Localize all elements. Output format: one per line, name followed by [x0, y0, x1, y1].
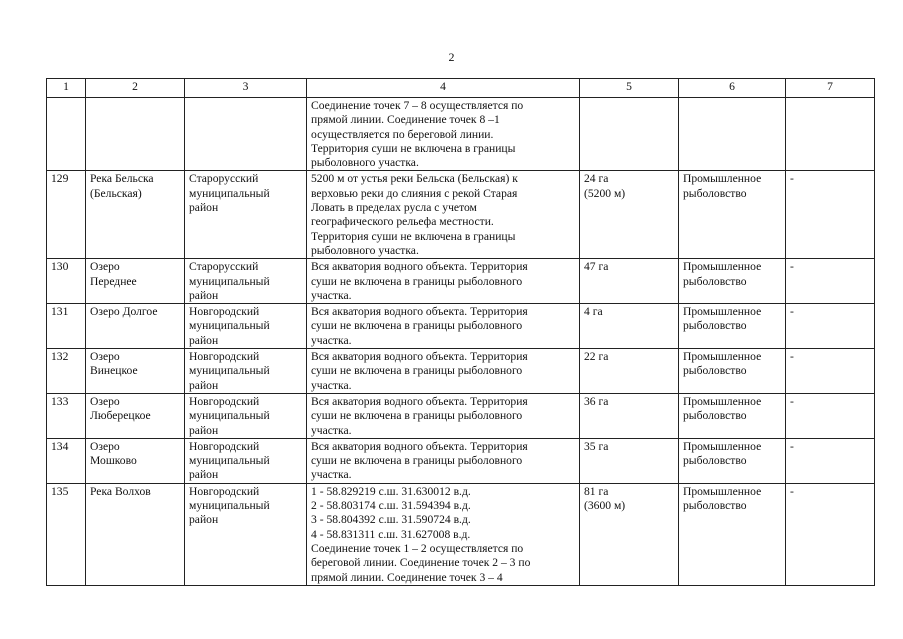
- cell-number: 130: [47, 259, 86, 304]
- cell-area: 24 га (5200 м): [580, 171, 679, 259]
- cell-boundary: 1 - 58.829219 с.ш. 31.630012 в.д. 2 - 58.803174 с.ш. 31.594394 в.д. 3 - 58.804392 с.ш. 31.590724 в.д. 4 - 58.831311 с.ш. 31.627008 в.д. Соединение точек 1 – 2 осуществляется по береговой линии. Соединение точек 2 – 3 по прямой линии. Соединение точек 3 – 4: [307, 483, 580, 585]
- column-header: 6: [679, 79, 786, 98]
- cell-district: Новгородский муниципальный район: [185, 304, 307, 349]
- cell-district: Новгородский муниципальный район: [185, 483, 307, 585]
- table-header-row: [47, 79, 875, 98]
- cell-boundary: Вся акватория водного объекта. Территория суши не включена в границы рыболовного участка.: [307, 259, 580, 304]
- cell-water-body: Озеро Долгое: [86, 304, 185, 349]
- cell-district: [185, 98, 307, 171]
- cell-note: -: [786, 349, 875, 394]
- cell-area: 4 га: [580, 304, 679, 349]
- table-row: [47, 171, 875, 259]
- cell-purpose: Промышленное рыболовство: [679, 171, 786, 259]
- cell-district: Старорусский муниципальный район: [185, 171, 307, 259]
- cell-area: [580, 98, 679, 171]
- cell-number: 132: [47, 349, 86, 394]
- cell-boundary: Вся акватория водного объекта. Территория суши не включена в границы рыболовного участка.: [307, 349, 580, 394]
- table-row: [47, 349, 875, 394]
- column-header: 3: [185, 79, 307, 98]
- cell-boundary: Вся акватория водного объекта. Территория суши не включена в границы рыболовного участка.: [307, 304, 580, 349]
- cell-water-body: [86, 98, 185, 171]
- cell-note: -: [786, 438, 875, 483]
- cell-area: 47 га: [580, 259, 679, 304]
- cell-note: -: [786, 304, 875, 349]
- cell-number: 131: [47, 304, 86, 349]
- cell-note: -: [786, 171, 875, 259]
- cell-district: Старорусский муниципальный район: [185, 259, 307, 304]
- cell-area: 22 га: [580, 349, 679, 394]
- cell-number: 129: [47, 171, 86, 259]
- column-header: 7: [786, 79, 875, 98]
- cell-number: 133: [47, 393, 86, 438]
- cell-area: 36 га: [580, 393, 679, 438]
- column-header: 4: [307, 79, 580, 98]
- cell-water-body: Река Бельска (Бельская): [86, 171, 185, 259]
- table-row: [47, 393, 875, 438]
- fishing-areas-table: [46, 78, 875, 586]
- cell-number: 134: [47, 438, 86, 483]
- column-header: 5: [580, 79, 679, 98]
- cell-boundary: Вся акватория водного объекта. Территория суши не включена в границы рыболовного участка.: [307, 393, 580, 438]
- table-row: [47, 438, 875, 483]
- table-row: [47, 259, 875, 304]
- cell-number: 135: [47, 483, 86, 585]
- cell-number: [47, 98, 86, 171]
- cell-purpose: Промышленное рыболовство: [679, 259, 786, 304]
- cell-note: -: [786, 483, 875, 585]
- cell-district: Новгородский муниципальный район: [185, 438, 307, 483]
- cell-district: Новгородский муниципальный район: [185, 349, 307, 394]
- cell-purpose: Промышленное рыболовство: [679, 349, 786, 394]
- table-row: [47, 98, 875, 171]
- column-header: 2: [86, 79, 185, 98]
- cell-purpose: [679, 98, 786, 171]
- page-number: 2: [448, 50, 455, 64]
- cell-water-body: Озеро Переднее: [86, 259, 185, 304]
- cell-boundary: 5200 м от устья реки Бельска (Бельская) к верховью реки до слияния с рекой Старая Ловать в пределах русла с учетом географического рельефа местности. Территория суши не включена в границы рыболовного участка.: [307, 171, 580, 259]
- cell-purpose: Промышленное рыболовство: [679, 483, 786, 585]
- cell-note: -: [786, 393, 875, 438]
- cell-note: [786, 98, 875, 171]
- cell-water-body: Река Волхов: [86, 483, 185, 585]
- cell-water-body: Озеро Винецкое: [86, 349, 185, 394]
- cell-boundary: Вся акватория водного объекта. Территория суши не включена в границы рыболовного участка.: [307, 438, 580, 483]
- cell-boundary: Соединение точек 7 – 8 осуществляется по прямой линии. Соединение точек 8 –1 осуществляется по береговой линии. Территория суши не включена в границы рыболовного участка.: [307, 98, 580, 171]
- cell-purpose: Промышленное рыболовство: [679, 304, 786, 349]
- cell-district: Новгородский муниципальный район: [185, 393, 307, 438]
- cell-note: -: [786, 259, 875, 304]
- cell-water-body: Озеро Мошково: [86, 438, 185, 483]
- cell-area: 81 га (3600 м): [580, 483, 679, 585]
- table-row: [47, 304, 875, 349]
- cell-area: 35 га: [580, 438, 679, 483]
- cell-purpose: Промышленное рыболовство: [679, 393, 786, 438]
- cell-purpose: Промышленное рыболовство: [679, 438, 786, 483]
- cell-water-body: Озеро Люберецкое: [86, 393, 185, 438]
- column-header: 1: [47, 79, 86, 98]
- table-row: [47, 483, 875, 585]
